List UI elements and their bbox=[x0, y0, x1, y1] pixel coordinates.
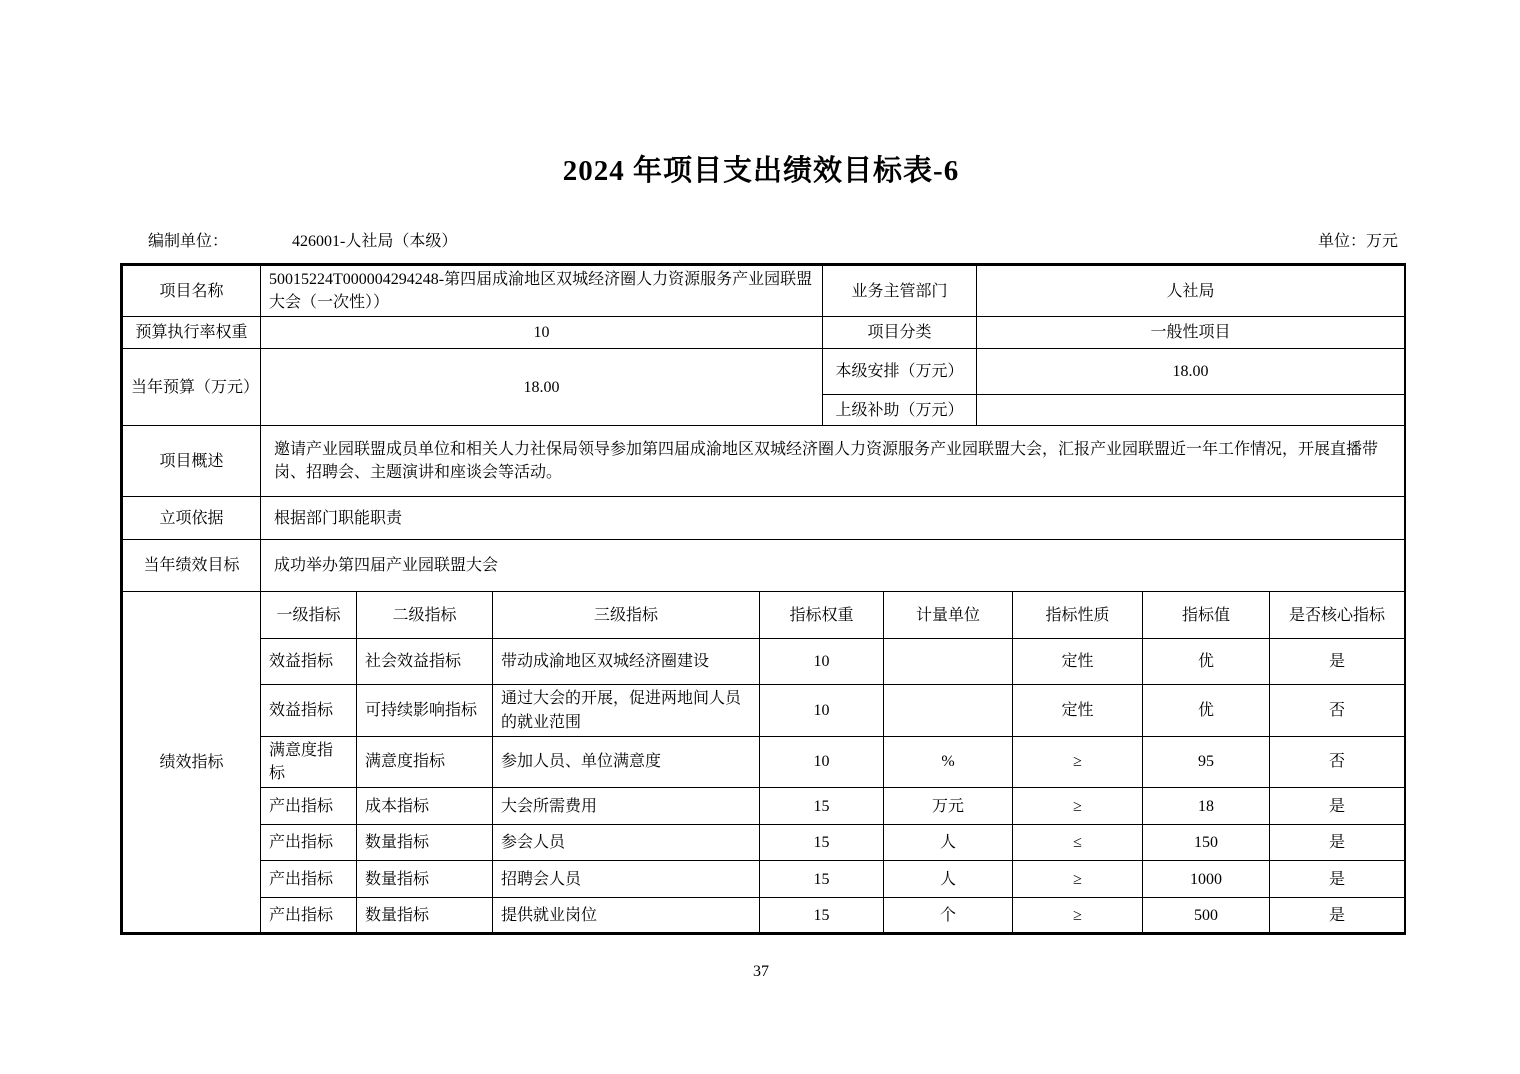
column-header: 二级指标 bbox=[357, 592, 493, 639]
year-budget-label: 当年预算（万元） bbox=[123, 349, 261, 426]
indicator-table bbox=[122, 591, 1405, 933]
column-header: 一级指标 bbox=[261, 592, 357, 639]
indicator-weight: 15 bbox=[760, 898, 884, 933]
is-core-indicator: 是 bbox=[1270, 825, 1405, 861]
is-core-indicator: 是 bbox=[1270, 898, 1405, 933]
indicator-value: 优 bbox=[1143, 639, 1270, 685]
level3-indicator: 招聘会人员 bbox=[493, 861, 760, 898]
indicator-row bbox=[123, 788, 1405, 825]
column-header: 计量单位 bbox=[884, 592, 1013, 639]
measure-unit bbox=[884, 685, 1013, 736]
indicator-nature: ≥ bbox=[1013, 861, 1143, 898]
indicator-nature: ≥ bbox=[1013, 788, 1143, 825]
indicator-value: 500 bbox=[1143, 898, 1270, 933]
page-number: 37 bbox=[753, 963, 769, 980]
column-header: 是否核心指标 bbox=[1270, 592, 1405, 639]
table-row bbox=[123, 497, 1405, 540]
level3-indicator: 参会人员 bbox=[493, 825, 760, 861]
superior-subsidy-value bbox=[977, 395, 1405, 426]
indicator-nature: 定性 bbox=[1013, 639, 1143, 685]
is-core-indicator: 否 bbox=[1270, 685, 1405, 736]
indicator-weight: 10 bbox=[760, 639, 884, 685]
is-core-indicator: 否 bbox=[1270, 736, 1405, 787]
column-header: 三级指标 bbox=[493, 592, 760, 639]
level3-indicator: 参加人员、单位满意度 bbox=[493, 736, 760, 787]
project-name-label: 项目名称 bbox=[123, 266, 261, 317]
measure-unit: 个 bbox=[884, 898, 1013, 933]
category-label: 项目分类 bbox=[823, 317, 977, 349]
goal-value: 成功举办第四届产业园联盟大会 bbox=[261, 540, 1405, 592]
prepared-by-label: 编制单位： bbox=[148, 233, 229, 250]
indicator-row bbox=[123, 898, 1405, 933]
table-row bbox=[123, 540, 1405, 592]
level3-indicator: 带动成渝地区双城经济圈建设 bbox=[493, 639, 760, 685]
level2-indicator: 成本指标 bbox=[357, 788, 493, 825]
budget-weight-value: 10 bbox=[261, 317, 823, 349]
indicator-row bbox=[123, 861, 1405, 898]
level2-indicator: 可持续影响指标 bbox=[357, 685, 493, 736]
measure-unit: 万元 bbox=[884, 788, 1013, 825]
overview-value: 邀请产业园联盟成员单位和相关人力社保局领导参加第四届成渝地区双城经济圈人力资源服务产业园联盟大会，汇报产业园联盟近一年工作情况，开展直播带岗、招聘会、主题演讲和座谈会等活动。 bbox=[261, 426, 1405, 497]
indicator-nature: 定性 bbox=[1013, 685, 1143, 736]
indicator-weight: 10 bbox=[760, 736, 884, 787]
table-row bbox=[123, 349, 1405, 395]
column-header: 指标权重 bbox=[760, 592, 884, 639]
is-core-indicator: 是 bbox=[1270, 788, 1405, 825]
prepared-by-value: 426001-人社局（本级） bbox=[292, 233, 458, 250]
table-row bbox=[123, 317, 1405, 349]
level2-indicator: 数量指标 bbox=[357, 861, 493, 898]
indicator-row bbox=[123, 685, 1405, 736]
table-row bbox=[123, 266, 1405, 317]
category-value: 一般性项目 bbox=[977, 317, 1405, 349]
level1-indicator: 产出指标 bbox=[261, 898, 357, 933]
indicator-nature: ≥ bbox=[1013, 898, 1143, 933]
project-name-value: 50015224T000004294248-第四届成渝地区双城经济圈人力资源服务产业园联盟大会（一次性）） bbox=[261, 266, 823, 317]
indicator-row bbox=[123, 825, 1405, 861]
indicator-nature: ≥ bbox=[1013, 736, 1143, 787]
column-header: 指标性质 bbox=[1013, 592, 1143, 639]
level3-indicator: 通过大会的开展，促进两地间人员的就业范围 bbox=[493, 685, 760, 736]
level1-indicator: 产出指标 bbox=[261, 861, 357, 898]
level2-indicator: 满意度指标 bbox=[357, 736, 493, 787]
level2-indicator: 数量指标 bbox=[357, 898, 493, 933]
measure-unit bbox=[884, 639, 1013, 685]
indicator-section-label: 绩效指标 bbox=[123, 592, 261, 933]
table-row bbox=[123, 426, 1405, 497]
level3-indicator: 提供就业岗位 bbox=[493, 898, 760, 933]
project-info-table bbox=[122, 265, 1405, 592]
performance-target-table bbox=[120, 263, 1406, 935]
goal-label: 当年绩效目标 bbox=[123, 540, 261, 592]
local-arrangement-label: 本级安排（万元） bbox=[823, 349, 977, 395]
is-core-indicator: 是 bbox=[1270, 639, 1405, 685]
level3-indicator: 大会所需费用 bbox=[493, 788, 760, 825]
is-core-indicator: 是 bbox=[1270, 861, 1405, 898]
basis-label: 立项依据 bbox=[123, 497, 261, 540]
indicator-header-row bbox=[123, 592, 1405, 639]
overview-label: 项目概述 bbox=[123, 426, 261, 497]
indicator-row bbox=[123, 736, 1405, 787]
indicator-value: 1000 bbox=[1143, 861, 1270, 898]
local-arrangement-value: 18.00 bbox=[977, 349, 1405, 395]
level2-indicator: 数量指标 bbox=[357, 825, 493, 861]
indicator-value: 优 bbox=[1143, 685, 1270, 736]
measure-unit: 人 bbox=[884, 825, 1013, 861]
unit-label: 单位：万元 bbox=[1317, 233, 1398, 250]
level1-indicator: 满意度指标 bbox=[261, 736, 357, 787]
budget-weight-label: 预算执行率权重 bbox=[123, 317, 261, 349]
measure-unit: 人 bbox=[884, 861, 1013, 898]
level1-indicator: 产出指标 bbox=[261, 825, 357, 861]
level1-indicator: 产出指标 bbox=[261, 788, 357, 825]
indicator-value: 95 bbox=[1143, 736, 1270, 787]
indicator-value: 150 bbox=[1143, 825, 1270, 861]
level1-indicator: 效益指标 bbox=[261, 639, 357, 685]
basis-value: 根据部门职能职责 bbox=[261, 497, 1405, 540]
indicator-row bbox=[123, 639, 1405, 685]
indicator-weight: 15 bbox=[760, 825, 884, 861]
indicator-weight: 15 bbox=[760, 788, 884, 825]
year-budget-value: 18.00 bbox=[261, 349, 823, 426]
page-title: 2024 年项目支出绩效目标表-6 bbox=[562, 155, 960, 187]
superior-subsidy-label: 上级补助（万元） bbox=[823, 395, 977, 426]
measure-unit: % bbox=[884, 736, 1013, 787]
level1-indicator: 效益指标 bbox=[261, 685, 357, 736]
dept-label: 业务主管部门 bbox=[823, 266, 977, 317]
indicator-weight: 15 bbox=[760, 861, 884, 898]
meta-row bbox=[120, 228, 1402, 251]
dept-value: 人社局 bbox=[977, 266, 1405, 317]
column-header: 指标值 bbox=[1143, 592, 1270, 639]
indicator-weight: 10 bbox=[760, 685, 884, 736]
indicator-value: 18 bbox=[1143, 788, 1270, 825]
indicator-nature: ≤ bbox=[1013, 825, 1143, 861]
level2-indicator: 社会效益指标 bbox=[357, 639, 493, 685]
